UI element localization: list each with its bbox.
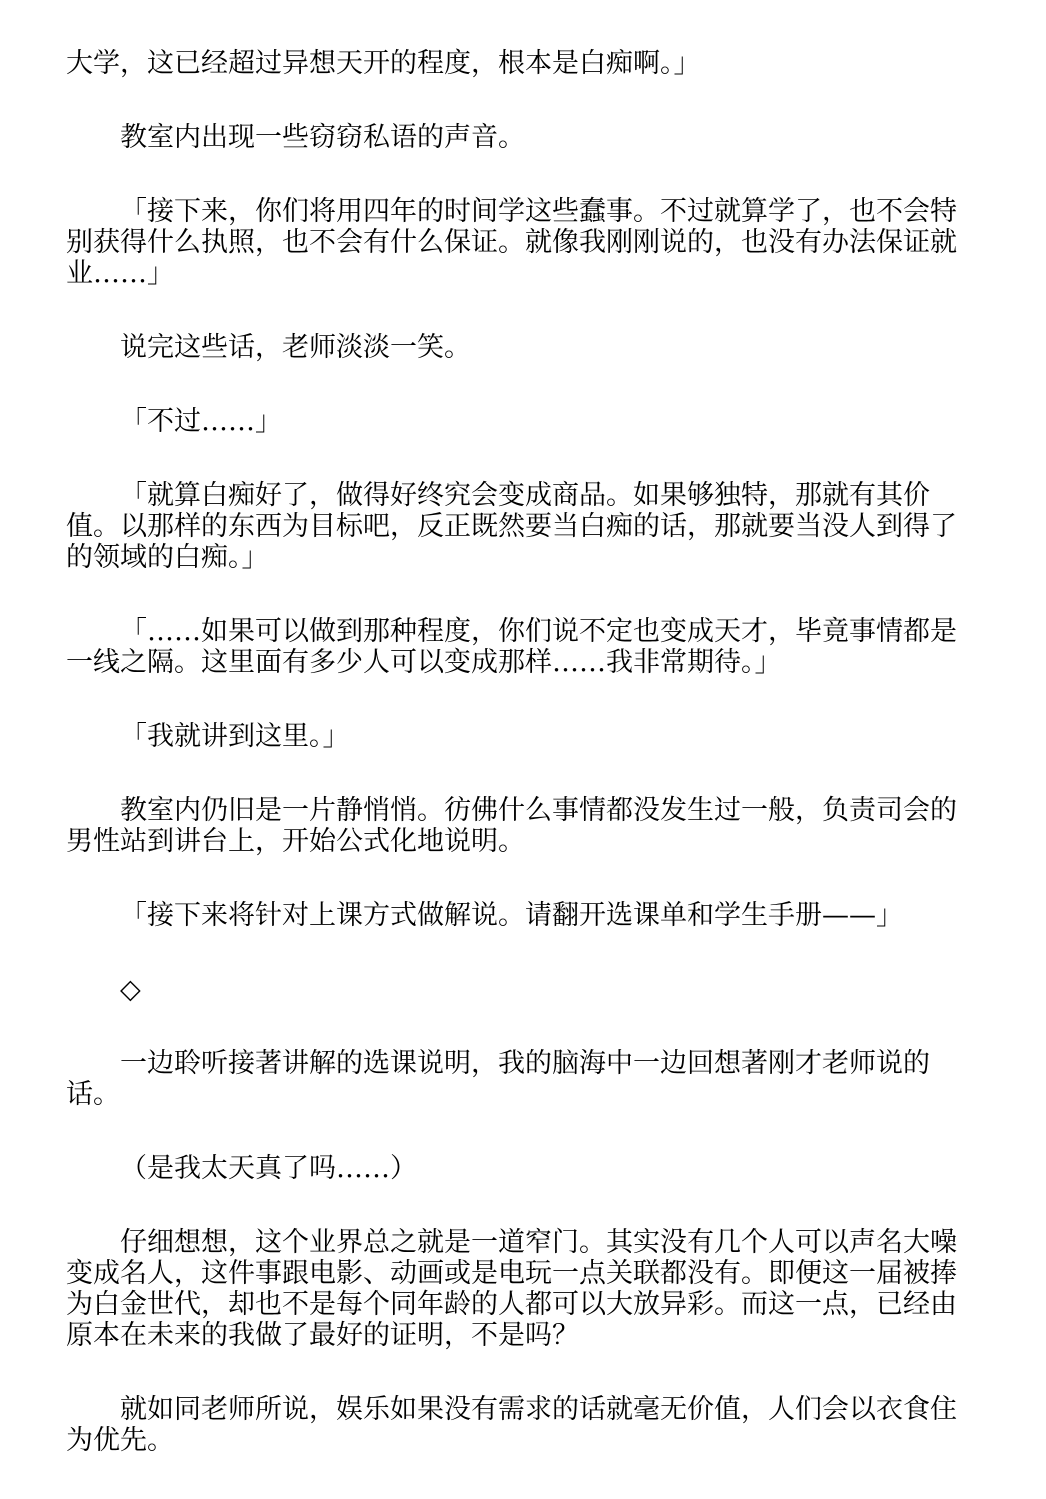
paragraph: 「不过……」	[120, 406, 282, 437]
paragraph: 「接下来，你们将用四年的时间学这些蠢事。不过就算学了，也不会特别获得什么执照，也不会有什么保证。就像我刚刚说的，也没有办法保证就业……」	[66, 196, 957, 289]
paragraph: （是我太天真了吗……）	[120, 1153, 417, 1184]
paragraph: 「就算白痴好了，做得好终究会变成商品。如果够独特，那就有其价值。以那样的东西为目标吧，反正既然要当白痴的话，那就要当没人到得了的领域的白痴。」	[66, 480, 957, 573]
paragraph: 仔细想想，这个业界总之就是一道窄门。其实没有几个人可以声名大噪变成名人，这件事跟电影、动画或是电玩一点关联都没有。即便这一届被捧为白金世代，却也不是每个同年龄的人都可以大放异彩。而这一点，已经由原本在未来的我做了最好的证明，不是吗？	[66, 1227, 957, 1351]
paragraph: 教室内出现一些窃窃私语的声音。	[120, 122, 525, 153]
paragraph: 「我就讲到这里。」	[120, 721, 350, 752]
paragraph: 「接下来将针对上课方式做解说。请翻开选课单和学生手册——」	[120, 900, 903, 931]
paragraph: 就如同老师所说，娱乐如果没有需求的话就毫无价值，人们会以衣食住为优先。	[66, 1394, 957, 1456]
paragraph: 「……如果可以做到那种程度，你们说不定也变成天才，毕竟事情都是一线之隔。这里面有多少人可以变成那样……我非常期待。」	[66, 616, 957, 678]
paragraph: 大学，这已经超过异想天开的程度，根本是白痴啊。」	[66, 48, 701, 79]
document-page	[66, 48, 978, 1499]
paragraph: 说完这些话，老师淡淡一笑。	[120, 332, 471, 363]
scene-break-symbol: ◇	[120, 974, 141, 1005]
paragraph: 一边聆听接著讲解的选课说明，我的脑海中一边回想著刚才老师说的话。	[66, 1048, 930, 1110]
paragraph: 教室内仍旧是一片静悄悄。彷佛什么事情都没发生过一般，负责司会的男性站到讲台上，开始公式化地说明。	[66, 795, 957, 857]
